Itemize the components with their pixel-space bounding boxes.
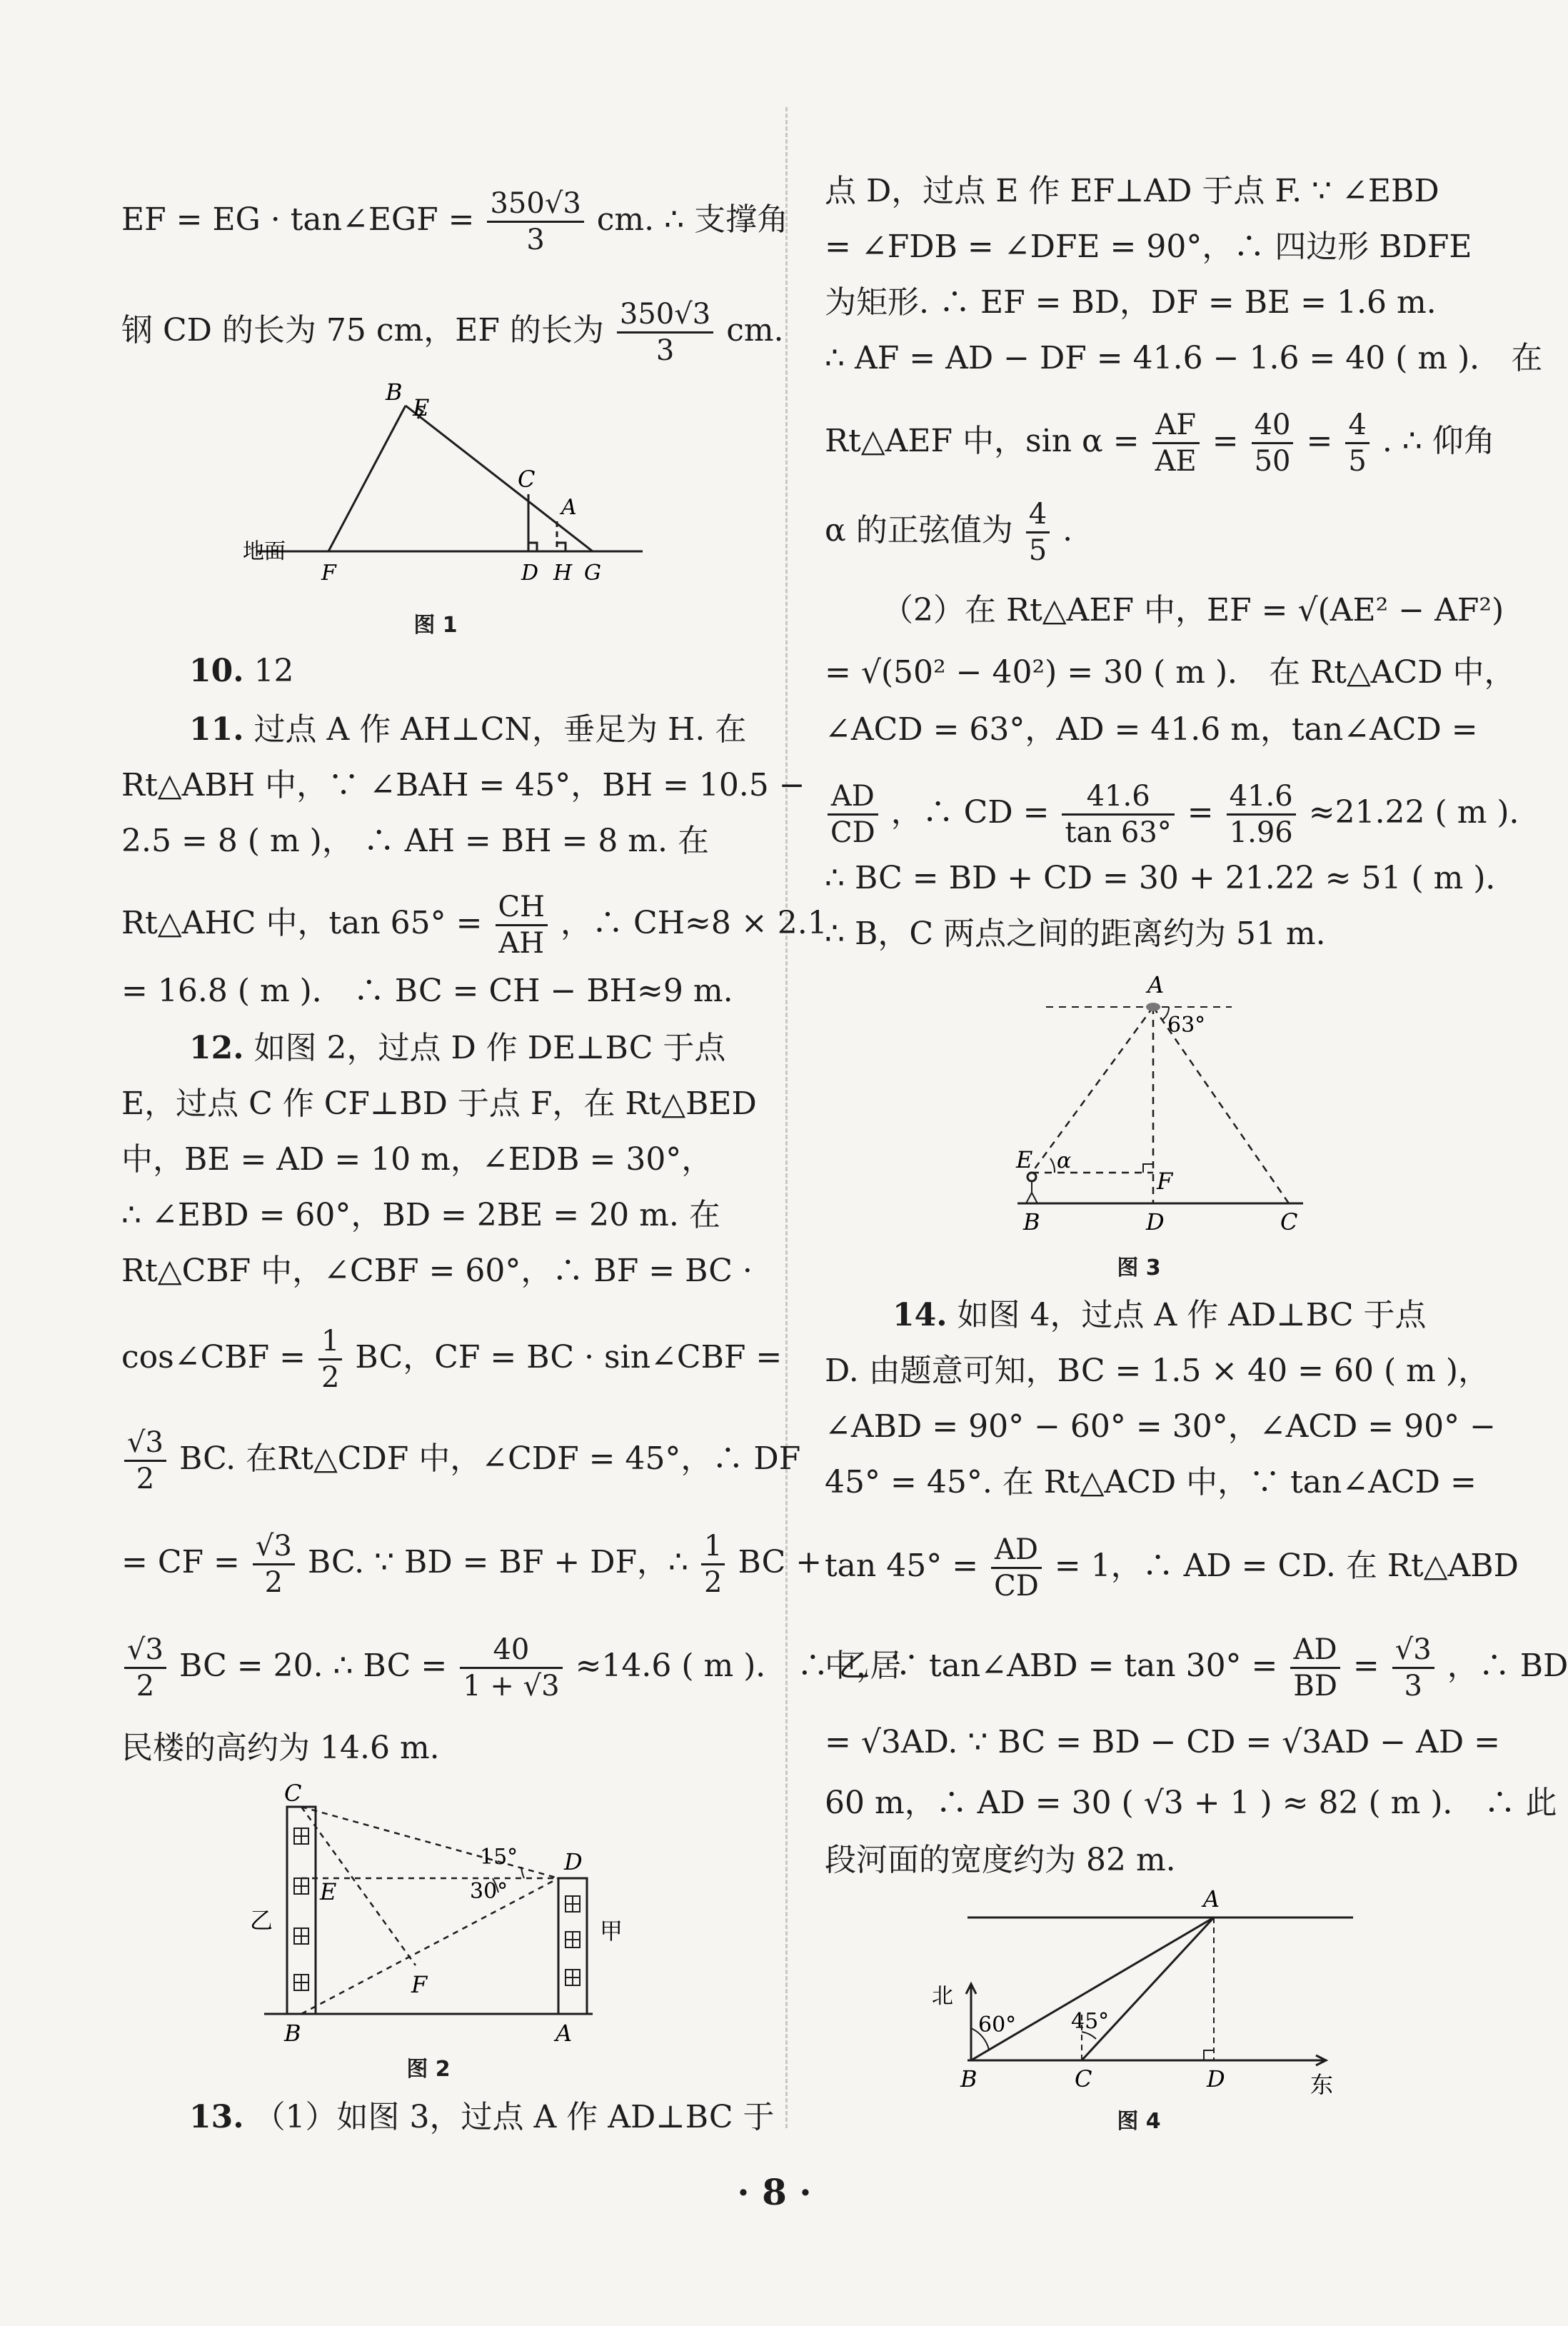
fraction (1152, 408, 1200, 478)
line: 60 m，∴ AD = 30 ( √3 + 1 ) ≈ 82 ( m )． ∴ 此 (825, 1785, 1557, 1821)
question-number: 11. (189, 711, 244, 748)
question-number: 14. (893, 1297, 948, 1333)
denominator: 2 (704, 1566, 723, 1599)
text: 过点 A 作 AH⊥CN，垂足为 H. 在 (253, 711, 747, 748)
text: cm. (726, 312, 784, 349)
line (121, 891, 828, 960)
text: 中，∵ tan∠ABD = tan 30° = (825, 1648, 1278, 1684)
label-E: E (320, 1878, 337, 1905)
label-angle-15: 15° (480, 1845, 518, 1870)
label-D: D (1207, 2065, 1225, 2092)
fraction (701, 1532, 725, 1597)
fraction (496, 893, 548, 958)
fraction (124, 1428, 166, 1493)
line: 45° = 45°. 在 Rt△ACD 中，∵ tan∠ACD = (825, 1464, 1477, 1500)
line: 段河面的宽度约为 82 m. (825, 1842, 1176, 1878)
label-B: B (386, 379, 403, 406)
fraction (1252, 408, 1294, 478)
figure-4-diagram (825, 1885, 1439, 2121)
label-B: B (1023, 1208, 1040, 1235)
line: 点 D，过点 E 作 EF⊥AD 于点 F. ∵ ∠EBD (825, 173, 1439, 209)
line: 为矩形. ∴ EF = BD，DF = BE = 1.6 m. (825, 284, 1437, 321)
label-C: C (1075, 2065, 1092, 2092)
line: = √(50² − 40²) = 30 ( m )． 在 Rt△ACD 中， (825, 654, 1516, 691)
text: BC = 20. ∴ BC = (179, 1648, 448, 1684)
denominator: 2 (136, 1670, 155, 1703)
label-E: E (413, 394, 430, 421)
fraction (617, 300, 713, 365)
numerator: AD (1290, 1635, 1340, 1669)
denominator: 50 (1254, 445, 1291, 478)
numerator: 4 (1026, 500, 1050, 533)
label-ground: 地面 (243, 539, 286, 564)
line: = 16.8 ( m )． ∴ BC = CH − BH≈9 m. (121, 973, 733, 1009)
fraction (253, 1532, 295, 1597)
label-F: F (1157, 1168, 1173, 1195)
answer-text: 12 (253, 653, 294, 689)
label-E: E (1016, 1146, 1033, 1173)
line: ∠ACD = 63°，AD = 41.6 m，tan∠ACD = (825, 711, 1478, 748)
denominator: 5 (1028, 534, 1047, 567)
column-divider (785, 107, 788, 2128)
denominator: BD (1293, 1670, 1337, 1703)
line: ∴ B，C 两点之间的距离约为 51 m. (825, 916, 1326, 952)
label-A: A (561, 495, 577, 520)
denominator: 3 (655, 334, 675, 367)
fraction (487, 189, 583, 254)
label-B: B (284, 2020, 301, 2047)
fraction (1345, 408, 1369, 478)
line: Rt△ABH 中，∵ ∠BAH = 45°，BH = 10.5 − (121, 767, 805, 803)
numerator: AD (828, 782, 878, 816)
question-number: 10. (189, 653, 244, 689)
figure-1-diagram (243, 371, 643, 593)
label-G: G (584, 561, 601, 586)
numerator: 41.6 (1227, 782, 1296, 816)
denominator: 1 + √3 (463, 1670, 560, 1703)
label-north: 北 (932, 1984, 953, 2009)
line: 中，BE = AD = 10 m，∠EDB = 30°， (121, 1141, 713, 1178)
line (825, 1294, 1471, 1337)
line: 2.5 = 8 ( m )， ∴ AH = BH = 8 m. 在 (121, 823, 710, 859)
line: D. 由题意可知，BC = 1.5 × 40 = 60 ( m )， (825, 1353, 1489, 1389)
label-H: H (553, 561, 573, 586)
text: = CF = (121, 1544, 240, 1580)
numerator: CH (496, 893, 548, 926)
figure-2-caption: 图 2 (406, 2057, 451, 2082)
line: = ∠FDB = ∠DFE = 90°，∴ 四边形 BDFE (825, 229, 1472, 265)
label-A: A (556, 2020, 573, 2047)
fraction (1227, 782, 1296, 847)
text: = (1352, 1648, 1379, 1684)
text: ，∴ CD = (890, 794, 1050, 831)
text: = 1，∴ AD = CD. 在 Rt△ABD (1054, 1548, 1519, 1584)
line: ∴ AF = AD − DF = 41.6 − 1.6 = 40 ( m )． 在 (825, 340, 1543, 376)
fraction (318, 1327, 342, 1392)
label-east: 东 (1310, 2071, 1334, 2098)
fraction (1392, 1633, 1434, 1703)
label-angle-60: 60° (978, 2012, 1017, 2037)
text: cos∠CBF = (121, 1339, 306, 1375)
denominator: 2 (136, 1463, 155, 1495)
line (121, 708, 768, 751)
label-C: C (1280, 1208, 1298, 1235)
text: ，∴ BD (1447, 1648, 1568, 1684)
numerator: 41.6 (1062, 782, 1174, 816)
fraction (991, 1533, 1042, 1603)
numerator: AF (1152, 411, 1200, 444)
label-D: D (564, 1848, 583, 1875)
line (825, 1633, 1568, 1703)
denominator: 2 (321, 1361, 340, 1394)
text: ≈14.6 ( m )． ∴ 乙居 (575, 1648, 902, 1684)
line (121, 1027, 768, 1070)
denominator: 3 (1404, 1670, 1422, 1703)
line (121, 1426, 801, 1495)
figure-3-caption: 图 3 (1117, 1255, 1161, 1280)
denominator: 1.96 (1229, 816, 1293, 849)
text: tan 45° = (825, 1548, 979, 1584)
line: ∠ABD = 90° − 60° = 30°，∠ACD = 90° − (825, 1408, 1497, 1445)
denominator: AE (1155, 445, 1197, 478)
line: Rt△CBF 中，∠CBF = 60°，∴ BF = BC · (121, 1253, 753, 1289)
label-B: B (960, 2065, 978, 2092)
text: 钢 CD 的长为 75 cm，EF 的长为 (121, 312, 604, 349)
text: cm. ∴ 支撑角 (596, 201, 789, 238)
text: Rt△AEF 中，sin α = (825, 423, 1140, 459)
label-jia: 甲 (600, 1918, 623, 1945)
text: EF = EG · tan∠EGF = (121, 201, 475, 238)
text: = (1306, 423, 1333, 459)
line: E，过点 C 作 CF⊥BD 于点 F，在 Rt△BED (121, 1086, 757, 1122)
label-A: A (1203, 1885, 1220, 1913)
denominator: 3 (526, 224, 545, 256)
label-alpha: α (1057, 1148, 1072, 1173)
line: 民楼的高约为 14.6 m. (121, 1730, 440, 1766)
text: α 的正弦值为 (825, 512, 1013, 548)
text: 如图 2，过点 D 作 DE⊥BC 于点 (253, 1030, 726, 1066)
text: Rt△AHC 中，tan 65° = (121, 905, 483, 941)
line: = √3AD. ∵ BC = BD − CD = √3AD − AD = (825, 1724, 1501, 1760)
numerator: √3 (124, 1635, 166, 1669)
label-angle-63: 63° (1167, 1013, 1206, 1038)
text: . (1062, 512, 1073, 548)
fraction (1290, 1633, 1340, 1703)
line: ∴ BC = BD + CD = 30 + 21.22 ≈ 51 ( m )． (825, 860, 1517, 896)
text: BC. 在Rt△CDF 中，∠CDF = 45°，∴ DF (179, 1440, 801, 1477)
numerator: AD (991, 1535, 1042, 1569)
label-F: F (321, 561, 336, 586)
line (825, 1533, 1519, 1603)
denominator: 5 (1348, 445, 1367, 478)
line: ∴ ∠EBD = 60°，BD = 2BE = 20 m. 在 (121, 1197, 720, 1233)
numerator: 40 (1252, 411, 1294, 444)
numerator: 40 (460, 1635, 562, 1669)
label-F: F (411, 1971, 428, 1998)
numerator: 1 (701, 1532, 725, 1565)
label-C: C (284, 1780, 302, 1807)
figure-1-caption: 图 1 (413, 613, 458, 638)
line (121, 298, 784, 367)
numerator: √3 (124, 1428, 166, 1462)
numerator: 4 (1345, 411, 1369, 444)
label-angle-45: 45° (1071, 2009, 1110, 2034)
figure-4-caption: 图 4 (1117, 2109, 1161, 2134)
text: 如图 4，过点 A 作 AD⊥BC 于点 (957, 1297, 1427, 1333)
numerator: 350√3 (487, 189, 583, 223)
text: = (1212, 423, 1239, 459)
question-number: 12. (189, 1030, 244, 1066)
fraction (1062, 782, 1174, 847)
numerator: √3 (253, 1532, 295, 1565)
denominator: CD (994, 1570, 1039, 1603)
line (121, 2096, 775, 2139)
line (121, 187, 789, 256)
numerator: 350√3 (617, 300, 713, 334)
numerator: √3 (1392, 1635, 1434, 1669)
question-number: 13. (189, 2099, 244, 2135)
label-D: D (1146, 1208, 1165, 1235)
figure-3-diagram (1003, 964, 1317, 1235)
label-A: A (1147, 971, 1165, 998)
label-D: D (521, 561, 539, 586)
line (825, 408, 1495, 478)
text: . ∴ 仰角 (1382, 423, 1495, 459)
line (121, 1530, 823, 1599)
line (121, 1325, 783, 1394)
text: BC，CF = BC · sin∠CBF = (355, 1339, 783, 1375)
numerator: 1 (318, 1327, 342, 1360)
label-angle-30: 30° (470, 1879, 508, 1904)
figure-2-diagram (250, 1780, 650, 2050)
text: = (1187, 794, 1214, 831)
line: （2）在 Rt△AEF 中，EF = √(AE² − AF²) (882, 592, 1504, 628)
denominator: tan 63° (1065, 816, 1172, 849)
text: BC. ∵ BD = BF + DF，∴ (307, 1544, 688, 1580)
page-number: · 8 · (737, 2171, 812, 2213)
fraction (124, 1633, 166, 1703)
label-yi: 乙 (250, 1907, 273, 1934)
text: BC + (738, 1544, 823, 1580)
line (121, 650, 768, 693)
line (825, 500, 1471, 565)
line (825, 780, 1541, 849)
text: （1）如图 3，过点 A 作 AD⊥BC 于 (253, 2099, 775, 2135)
denominator: AH (498, 927, 545, 960)
line (121, 1633, 902, 1703)
fraction (828, 782, 878, 847)
text: ≈21.22 ( m )． (1308, 794, 1541, 831)
fraction (460, 1633, 562, 1703)
denominator: 2 (264, 1566, 283, 1599)
fraction (1026, 500, 1050, 565)
denominator: CD (830, 816, 875, 849)
label-C: C (518, 466, 536, 493)
text: ，∴ CH≈8 × 2.1 (561, 905, 828, 941)
